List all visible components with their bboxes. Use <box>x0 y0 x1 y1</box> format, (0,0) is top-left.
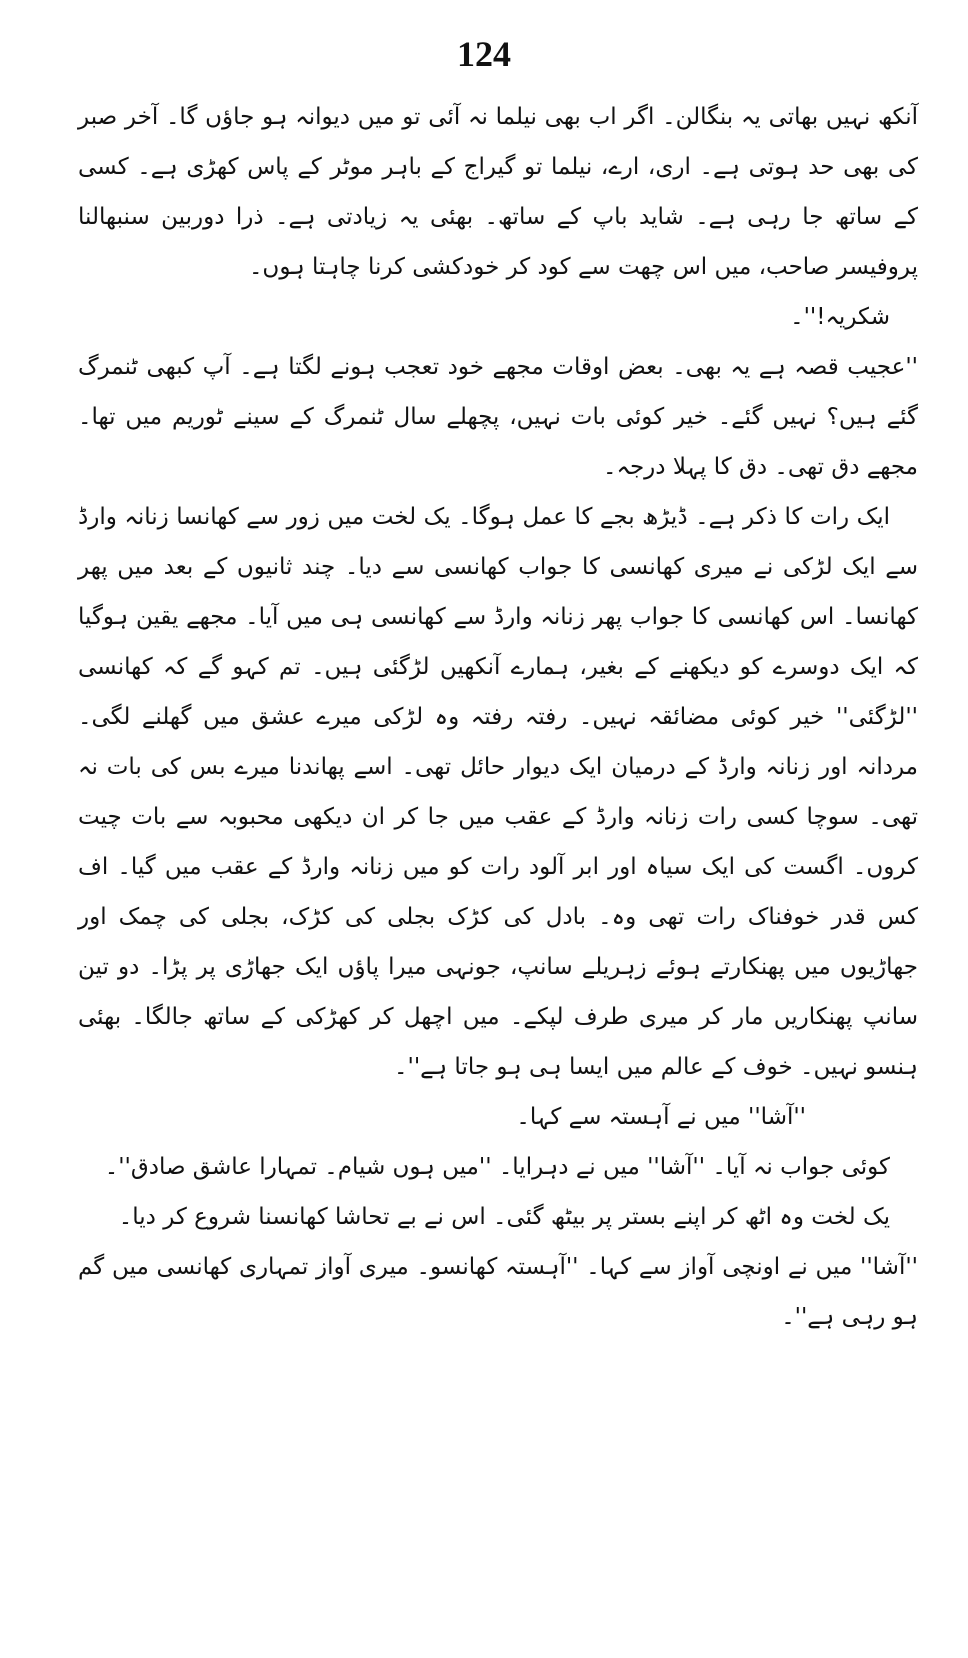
page-text <box>78 92 918 1342</box>
paragraph-7: یک لخت وہ اٹھ کر اپنے بستر پر بیٹھ گئی۔ اس نے بے تحاشا کھانسنا شروع کر دیا۔ <box>118 1204 890 1230</box>
paragraph-8: ''آشا'' میں نے اونچی آواز سے کہا۔ ''آہستہ کھانسو۔ میری آواز تمہاری کھانسی میں گم ہو رہی ہے''۔ <box>78 1254 918 1330</box>
paragraph-2: شکریہ!''۔ <box>790 304 890 330</box>
paragraph-5: ''آشا'' میں نے آہستہ سے کہا۔ <box>516 1104 806 1130</box>
paragraph-4: ایک رات کا ذکر ہے۔ ڈیڑھ بجے کا عمل ہوگا۔ یک لخت میں زور سے کھانسا زنانہ وارڈ سے ایک لڑکی نے میری کھانسی کا جواب کھانسی سے دیا۔ چند ثانیوں کے بعد میں پھر کھانسا۔ اس کھانسی کا جواب پھر زنانہ وارڈ سے کھانسی ہی میں آیا۔ مجھے یقین ہوگیا کہ ایک دوسرے کو دیکھنے کے بغیر، ہمارے آنکھیں لڑگئی ہیں۔ تم کہو گے کہ کھانسی ''لڑگئی'' خیر کوئی مضائقہ نہیں۔ رفتہ رفتہ وہ لڑکی میرے عشق میں گھلنے لگی۔ مردانہ اور زنانہ وارڈ کے درمیان ایک دیوار حائل تھی۔ اسے پھاندنا میرے بس کی بات نہ تھی۔ سوچا کسی رات زنانہ وارڈ کے عقب میں جا کر ان دیکھی محبوبہ سے بات چیت کروں۔ اگست کی ایک سیاہ اور ابر آلود رات کو میں زنانہ وارڈ کے عقب میں گیا۔ اف کس قدر خوفناک رات تھی وہ۔ بادل کی کڑک بجلی کی کڑک، بجلی کی چمک اور جھاڑیوں میں پھنکارتے ہوئے زہریلے سانپ، جونہی میرا پاؤں ایک جھاڑی پر پڑا۔ دو تین سانپ پھنکاریں مار کر میری طرف لپکے۔ میں اچھل کر کھڑکی کے ساتھ جالگا۔ بھئی ہنسو نہیں۔ خوف کے عالم میں ایسا ہی ہو جاتا ہے''۔ <box>78 504 918 1080</box>
paragraph-1: آنکھ نہیں بھاتی یہ بنگالن۔ اگر اب بھی نیلما نہ آئی تو میں دیوانہ ہو جاؤں گا۔ آخر صبر کی بھی حد ہوتی ہے۔ اری، ارے، نیلما تو گیراج کے باہر موٹر کے پاس کھڑی ہے۔ کسی کے ساتھ جا رہی ہے۔ شاید باپ کے ساتھ۔ بھئی یہ زیادتی ہے۔ ذرا دوربین سنبھالنا پروفیسر صاحب، میں اس چھت سے کود کر خودکشی کرنا چاہتا ہوں۔ <box>78 104 918 280</box>
paragraph-6: کوئی جواب نہ آیا۔ ''آشا'' میں نے دہرایا۔ ''میں ہوں شیام۔ تمہارا عاشق صادق''۔ <box>104 1154 890 1180</box>
paragraph-3: ''عجیب قصہ ہے یہ بھی۔ بعض اوقات مجھے خود تعجب ہونے لگتا ہے۔ آپ کبھی ٹنمرگ گئے ہیں؟ نہیں گئے۔ خیر کوئی بات نہیں، پچھلے سال ٹنمرگ کے سینے ٹوریم میں تھا۔ مجھے دق تھی۔ دق کا پہلا درجہ۔ <box>78 354 918 480</box>
page-number: 124 <box>457 34 511 74</box>
